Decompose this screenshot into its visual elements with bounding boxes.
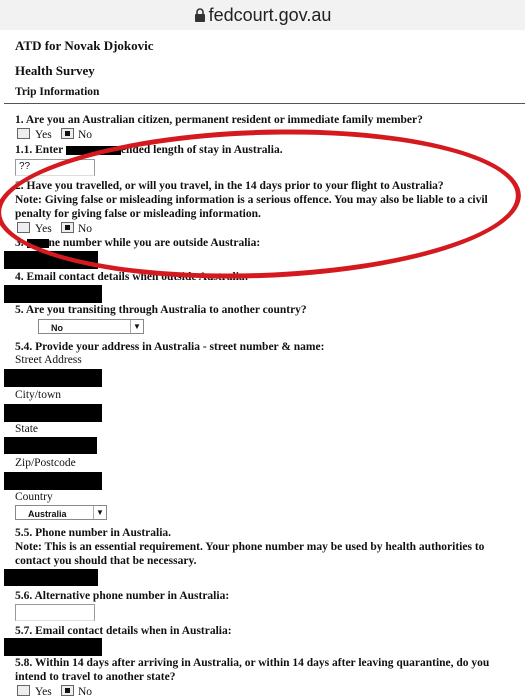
transit-select-value: No bbox=[51, 323, 63, 333]
form-subtitle: Health Survey bbox=[15, 63, 95, 78]
redacted-phone-field bbox=[4, 251, 98, 269]
q2-no-checkbox[interactable] bbox=[61, 222, 74, 233]
q5-label: 5. Are you transiting through Australia to another country? bbox=[15, 304, 307, 316]
q1-yes-checkbox[interactable] bbox=[17, 128, 30, 139]
q5-8-no-checkbox[interactable] bbox=[61, 685, 74, 696]
browser-url-bar[interactable] bbox=[0, 0, 525, 30]
q3-label: 3. ne number while you are outside Australia: bbox=[15, 237, 261, 249]
q1-1-label: 1.1. Enter ended length of stay in Australia. bbox=[15, 144, 283, 156]
q5-8-yes-checkbox[interactable] bbox=[17, 685, 30, 696]
redacted-street-field bbox=[4, 369, 102, 387]
transit-select[interactable] bbox=[38, 319, 144, 334]
country-select-value: Australia bbox=[28, 509, 67, 519]
q5-5-note2: contact you should that be necessary. bbox=[15, 555, 197, 567]
q5-7-label: 5.7. Email contact details when in Australia: bbox=[15, 625, 232, 637]
form-title: ATD for Novak Djokovic bbox=[15, 38, 154, 53]
country-label: Country bbox=[15, 491, 53, 503]
redacted-email-field bbox=[4, 285, 102, 303]
zip-label: Zip/Postcode bbox=[15, 457, 76, 469]
q5-8-line2: intend to travel to another state? bbox=[15, 671, 176, 683]
q2-yes-label: Yes bbox=[35, 223, 52, 235]
q4-label: 4. Email contact details when outside Australia: bbox=[15, 271, 249, 283]
q2-line3: penalty for giving false or misleading information. bbox=[15, 208, 261, 220]
country-select[interactable] bbox=[15, 505, 107, 520]
section-divider bbox=[4, 103, 525, 104]
redaction-block bbox=[27, 239, 49, 248]
q1-no-checkbox[interactable] bbox=[61, 128, 74, 139]
q2-yes-checkbox[interactable] bbox=[17, 222, 30, 233]
section-heading: Trip Information bbox=[15, 86, 100, 98]
alt-phone-input[interactable] bbox=[15, 604, 95, 621]
q5-8-no-label: No bbox=[78, 686, 93, 698]
stay-length-input[interactable]: ?? bbox=[15, 159, 95, 176]
q2-no-label: No bbox=[78, 223, 93, 235]
q1-no-label: No bbox=[78, 129, 93, 141]
redacted-zip-field bbox=[4, 472, 102, 490]
city-label: City/town bbox=[15, 389, 62, 401]
chevron-down-icon: ▼ bbox=[130, 320, 143, 333]
q5-8-line1: 5.8. Within 14 days after arriving in Australia, or within 14 days after leaving quarantine, do you bbox=[15, 657, 490, 669]
q1-label: 1. Are you an Australian citizen, permanent resident or immediate family member? bbox=[15, 114, 423, 126]
q5-8-yes-label: Yes bbox=[35, 686, 52, 698]
street-address-label: Street Address bbox=[15, 354, 82, 366]
q1-yes-label: Yes bbox=[35, 129, 52, 141]
lock-icon bbox=[194, 8, 206, 23]
redacted-city-field bbox=[4, 404, 102, 422]
q5-5-label: 5.5. Phone number in Australia. bbox=[15, 527, 172, 539]
redacted-phone-au-field bbox=[4, 569, 98, 586]
redaction-block bbox=[66, 146, 121, 155]
q2-line2: Note: Giving false or misleading information is a serious offence. You may also be liable to a civil bbox=[15, 194, 488, 206]
chevron-down-icon: ▼ bbox=[93, 506, 106, 519]
q5-5-note1: Note: This is an essential requirement. Your phone number may be used by health authorities to bbox=[15, 541, 485, 553]
q2-line1: 2. Have you travelled, or will you travel, in the 14 days prior to your flight to Australia? bbox=[15, 180, 444, 192]
redacted-email-au-field bbox=[4, 638, 102, 656]
q5-4-label: 5.4. Provide your address in Australia - street number & name: bbox=[15, 341, 325, 353]
redacted-state-field bbox=[4, 437, 97, 454]
state-label: State bbox=[15, 423, 38, 435]
q5-6-label: 5.6. Alternative phone number in Australia: bbox=[15, 590, 230, 602]
url-text: fedcourt.gov.au bbox=[208, 4, 332, 25]
